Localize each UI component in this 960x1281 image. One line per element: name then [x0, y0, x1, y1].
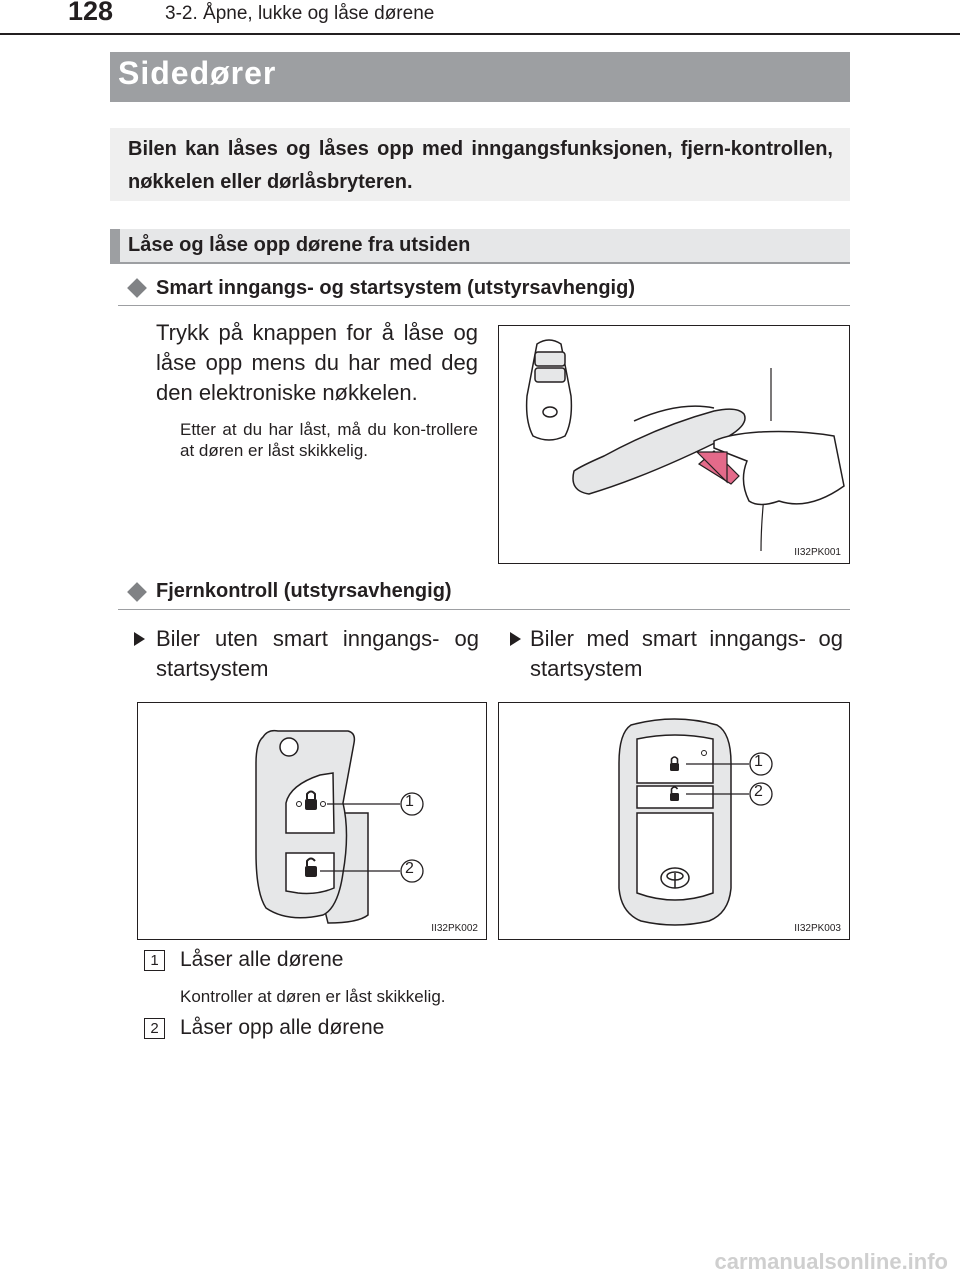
- smart-entry-note: Etter at du har låst, må du kon-trollere at døren er låst skikkelig.: [180, 420, 478, 460]
- hand-icon: [714, 432, 844, 505]
- smart-key-fob-icon: [527, 340, 572, 440]
- smart-entry-heading: Smart inngangs- og startsystem (utstyrsavhengig): [156, 277, 635, 299]
- triangle-bullet-icon: [510, 632, 521, 646]
- legend-item-2-text: Låser opp alle dørene: [180, 1016, 385, 1039]
- door-handle-figure: [498, 325, 850, 564]
- callout-2: 2: [754, 783, 763, 800]
- figure-code: II32PK002: [431, 923, 478, 934]
- key-ring-hole-icon: [280, 738, 298, 756]
- figure-code: II32PK003: [794, 923, 841, 934]
- callout-1: 1: [754, 753, 763, 770]
- col1-heading: Biler uten smart inngangs- og startsystem: [156, 626, 479, 681]
- door-handle-illustration: [499, 326, 849, 563]
- intro-text: Bilen kan låses og låses opp med inngangsfunksjonen, fjern-kontrollen, nøkkelen eller dørlåsbryteren.: [128, 138, 833, 193]
- legend-number-2: 2: [144, 1018, 165, 1039]
- legend-item-1-text: Låser alle dørene: [180, 948, 344, 971]
- figure-code: II32PK001: [794, 547, 841, 558]
- subsection-title: Låse og låse opp dørene fra utsiden: [128, 234, 471, 256]
- diamond-bullet-icon: [127, 582, 147, 602]
- remote-heading: Fjernkontroll (utstyrsavhengig): [156, 580, 452, 602]
- header-divider: [0, 33, 960, 35]
- legend-item-1-note: Kontroller at døren er låst skikkelig.: [180, 987, 446, 1006]
- smart-entry-body: Trykk på knappen for å låse og låse opp mens du har med deg den elektroniske nøkkelen.: [156, 320, 478, 405]
- flip-key-illustration: [138, 703, 486, 939]
- heading-rule: [118, 609, 850, 610]
- flip-key-figure: [137, 702, 487, 940]
- watermark: carmanualsonline.info: [714, 1249, 948, 1274]
- section-title: Sidedører: [118, 55, 277, 91]
- smart-key-figure: [498, 702, 850, 940]
- diamond-bullet-icon: [127, 278, 147, 298]
- smart-key-illustration: [499, 703, 849, 939]
- subsection-accent: [110, 229, 120, 264]
- callout-2: 2: [405, 860, 414, 877]
- callout-1: 1: [405, 793, 414, 810]
- legend-number-1: 1: [144, 950, 165, 971]
- page-number: 128: [68, 0, 114, 26]
- col2-heading: Biler med smart inngangs- og startsystem: [530, 626, 843, 681]
- chapter-title: 3-2. Åpne, lukke og låse dørene: [165, 3, 435, 24]
- triangle-bullet-icon: [134, 632, 145, 646]
- heading-rule: [118, 305, 850, 306]
